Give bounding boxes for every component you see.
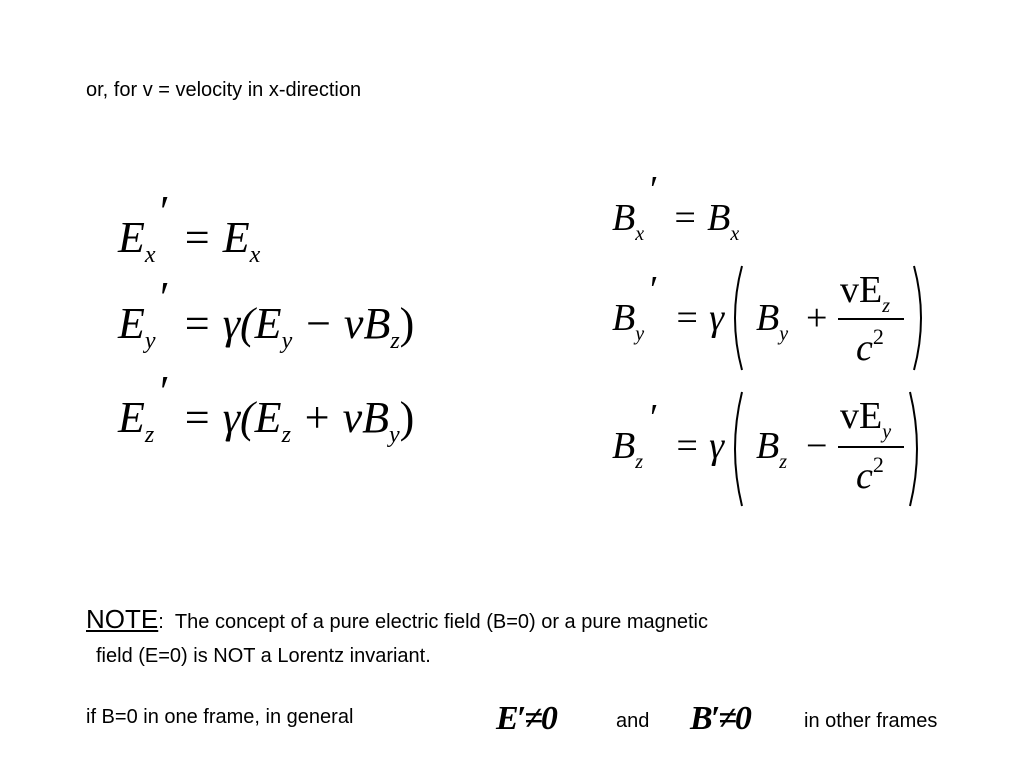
by-left-paren: [726, 264, 746, 372]
bz-denominator: $c^2$: [856, 452, 884, 497]
bz-gamma: = γ: [674, 425, 725, 467]
ex-prime-lhs: $E_x$: [118, 213, 156, 268]
by-fraction-bar: [838, 318, 904, 320]
by-term: $B_y$: [756, 297, 789, 345]
ez-prime-lhs: $E_z$: [118, 393, 155, 448]
ey-prime-lhs: $E_y$: [118, 299, 156, 354]
and-text: and: [616, 710, 650, 732]
b-prime-nonzero-symbol: B′≠0: [690, 700, 750, 737]
ez-prime-rhs: = $\gamma(E_z + vB_y)$: [182, 393, 415, 448]
ey-prime-rhs: = $\gamma(E_y - vB_z)$: [182, 299, 415, 354]
bx-prime-lhs: $B_x$: [612, 197, 645, 245]
by-prime-mark: ′: [650, 269, 659, 311]
bz-numerator: $vE_y$: [840, 395, 892, 443]
by-gamma: = γ: [674, 297, 725, 339]
bottom-left-text: if B=0 in one frame, in general: [86, 706, 354, 728]
bz-prime-mark: ′: [650, 397, 659, 439]
ez-prime-mark: ′: [160, 367, 170, 416]
bz-prime-lhs: $B_z$: [612, 425, 644, 473]
bz-op: −: [806, 425, 828, 467]
bx-prime-rhs: = $B_x$: [672, 197, 740, 245]
bz-left-paren: [726, 390, 746, 508]
by-right-paren: [910, 264, 930, 372]
by-numerator: $vE_z$: [840, 269, 891, 317]
by-op: +: [806, 297, 828, 339]
note-line-1: NOTE: The concept of a pure electric field (B=0) or a pure magnetic: [86, 604, 708, 634]
note-label: NOTE: [86, 604, 159, 634]
ex-prime-rhs: = $E_x$: [182, 213, 261, 268]
by-denominator: $c^2$: [856, 324, 884, 369]
by-prime-lhs: $B_y$: [612, 297, 645, 345]
bx-prime-mark: ′: [650, 169, 659, 211]
bottom-right-text: in other frames: [804, 710, 938, 732]
e-prime-nonzero-symbol: E′≠0: [496, 700, 556, 737]
bz-term: $B_z$: [756, 425, 788, 473]
ey-prime-mark: ′: [160, 273, 170, 322]
intro-text: or, for v = velocity in x-direction: [86, 79, 362, 101]
note-line-2: field (E=0) is NOT a Lorentz invariant.: [96, 645, 431, 667]
bz-right-paren: [906, 390, 926, 508]
ex-prime-mark: ′: [160, 187, 170, 236]
bz-fraction-bar: [838, 446, 904, 448]
